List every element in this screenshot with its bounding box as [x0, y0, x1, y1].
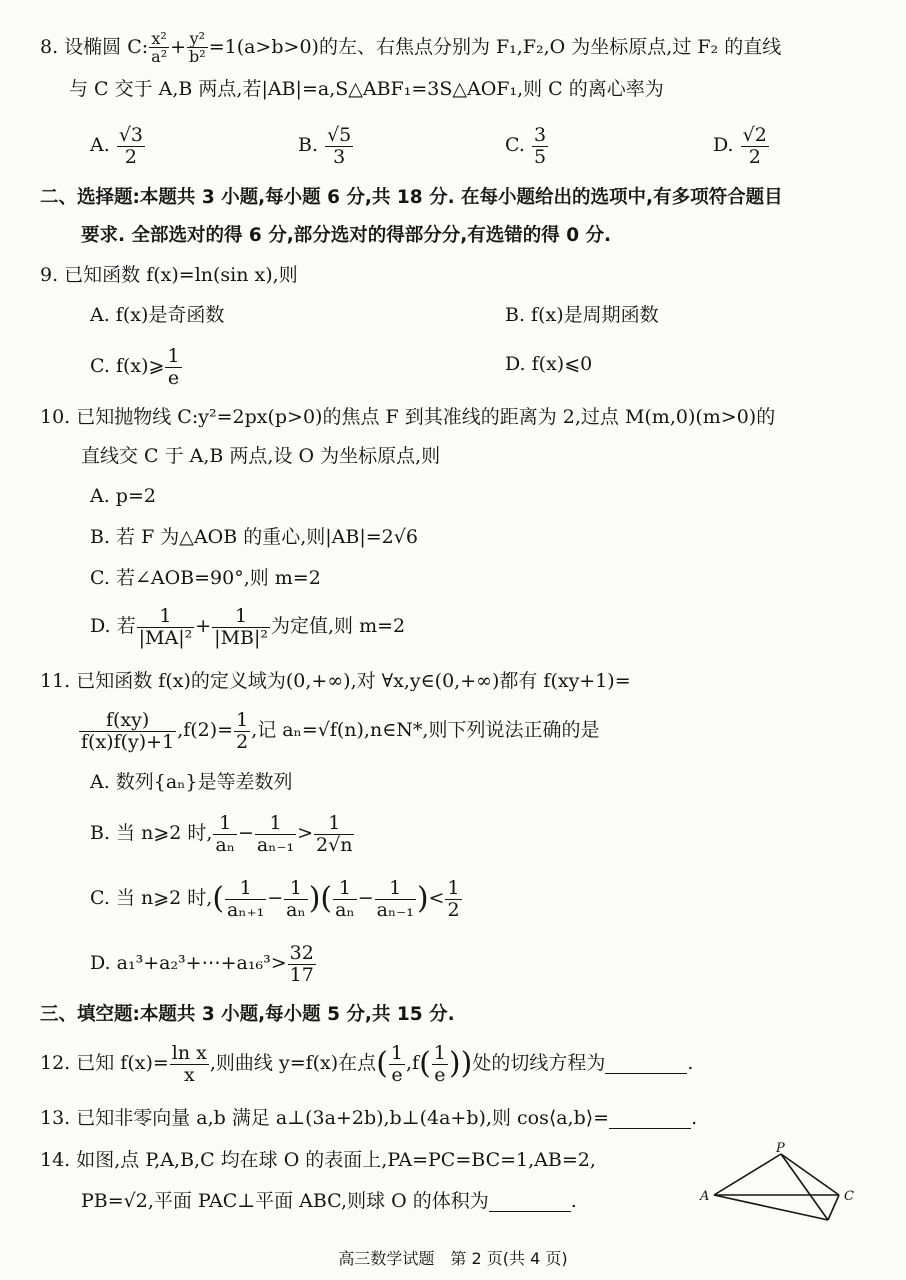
- edge-pb: [781, 1154, 828, 1220]
- q11-option-b: B. 当 n⩾2 时, $\frac{1}{\text{aₙ}}$ − $\frac{1}{\text{aₙ₋₁}}$ > $\frac{1}{2√n}$: [90, 812, 353, 856]
- ellipse-y-term: $\frac{\text{y²}}{\text{b²}}$: [189, 29, 206, 67]
- section2-heading-line1: 二、选择题:本题共 3 小题,每小题 6 分,共 18 分. 在每小题给出的选项中,有多项符合题目: [40, 187, 783, 208]
- edge-ab: [714, 1195, 828, 1220]
- label-c: C: [844, 1189, 854, 1204]
- q8-option-a: A. $\frac{√3}{2}$: [90, 124, 144, 168]
- page-footer: 高三数学试题 第 2 页(共 4 页): [338, 1249, 568, 1268]
- q9-stem: 9. 已知函数 f(x)=ln(sin x),则: [40, 264, 298, 286]
- q9-option-a: A. f(x)是奇函数: [90, 304, 225, 326]
- ellipse-x-term: $\frac{\text{x²}}{\text{a²}}$: [151, 29, 168, 67]
- q10-option-c: C. 若∠AOB=90°,则 m=2: [90, 567, 321, 589]
- q10-option-b: B. 若 F 为△AOB 的重心,则|AB|=2√6: [90, 526, 418, 548]
- q14-answer-blank: [489, 1192, 571, 1212]
- q11-option-d: D. a₁³+a₂³+⋯+a₁₆³> $\frac{32}{17}$: [90, 942, 314, 986]
- q11-option-c: C. 当 n⩾2 时,( $\frac{1}{\text{aₙ₊₁}}$ − $\frac{1}{\text{aₙ}}$ )( $\frac{1}{\text{aₙ}}$ − $\frac{1}{\text{aₙ₋₁}}$ )< $\frac{1}{2}$: [90, 877, 460, 921]
- q10-line2: 直线交 C 于 A,B 两点,设 O 为坐标原点,则: [81, 445, 441, 467]
- label-p: P: [776, 1141, 785, 1156]
- q9-option-c: C. f(x)⩾ $\frac{1}{e}$: [90, 345, 180, 389]
- edge-bc: [828, 1195, 839, 1220]
- q10-option-d: D. 若 $\frac{1}{\text{|MA|²}}$ + $\frac{1}{\text{|MB|²}}$ 为定值,则 m=2: [90, 605, 406, 649]
- q14-line2: PB=√2,平面 PAC⊥平面 ABC,则球 O 的体积为 .: [81, 1190, 577, 1212]
- q11-line2: $\frac{f(xy)}{f(x)f(y)+1}$ ,f(2)= $\frac{1}{2}$ ,记 aₙ=√f(n),n∈N*,则下列说法正确的是: [81, 709, 600, 753]
- q14-line1: 14. 如图,点 P,A,B,C 均在球 O 的表面上,PA=PC=BC=1,AB=2,: [40, 1149, 596, 1171]
- q11-line1: 11. 已知函数 f(x)的定义域为(0,+∞),对 ∀x,y∈(0,+∞)都有 f(xy+1)=: [40, 670, 631, 692]
- label-a: A: [700, 1189, 710, 1204]
- q8-option-c: C. $\frac{3}{5}$: [505, 124, 547, 168]
- section2-heading-line2: 要求. 全部选对的得 6 分,部分选对的得部分分,有选错的得 0 分.: [81, 225, 612, 246]
- q10-option-a: A. p=2: [90, 485, 156, 507]
- q13: 13. 已知非零向量 a,b 满足 a⊥(3a+2b),b⊥(4a+b),则 cos⟨a,b⟩= .: [40, 1107, 698, 1129]
- q8-option-b: B. $\frac{√5}{3}$: [298, 124, 352, 168]
- q9-option-d: D. f(x)⩽0: [505, 353, 593, 375]
- q9-option-b: B. f(x)是周期函数: [505, 304, 659, 326]
- q8-line1: 8. 设椭圆 C: $\frac{\text{x²}}{\text{a²}}$ + $\frac{\text{y²}}{\text{b²}}$ =1(a>b>0)的左、右焦点分别为 F₁,F₂,O 为坐标原点,过 F₂ 的直线: [40, 29, 782, 67]
- q12-answer-blank: [605, 1054, 687, 1074]
- section3-heading: 三、填空题:本题共 3 小题,每小题 5 分,共 15 分.: [40, 1004, 455, 1025]
- q10-line1: 10. 已知抛物线 C:y²=2px(p>0)的焦点 F 到其准线的距离为 2,过点 M(m,0)(m>0)的: [40, 406, 776, 428]
- q14-pyramid-figure: [696, 1140, 866, 1230]
- q13-answer-blank: [609, 1109, 691, 1129]
- q8-option-d: D. $\frac{√2}{2}$: [713, 124, 767, 168]
- q8-line2: 与 C 交于 A,B 两点,若|AB|=a,S△ABF₁=3S△AOF₁,则 C 的离心率为: [69, 78, 664, 100]
- q12: 12. 已知 f(x)= $\frac{\text{ln x}}{x}$ ,则曲线 y=f(x)在点( $\frac{1}{e}$ ,f( $\frac{1}{e}$ ))处的切线方程为 .: [40, 1042, 694, 1086]
- edge-pc: [781, 1154, 839, 1195]
- q11-option-a: A. 数列{aₙ}是等差数列: [90, 771, 293, 793]
- edge-pa: [714, 1154, 781, 1195]
